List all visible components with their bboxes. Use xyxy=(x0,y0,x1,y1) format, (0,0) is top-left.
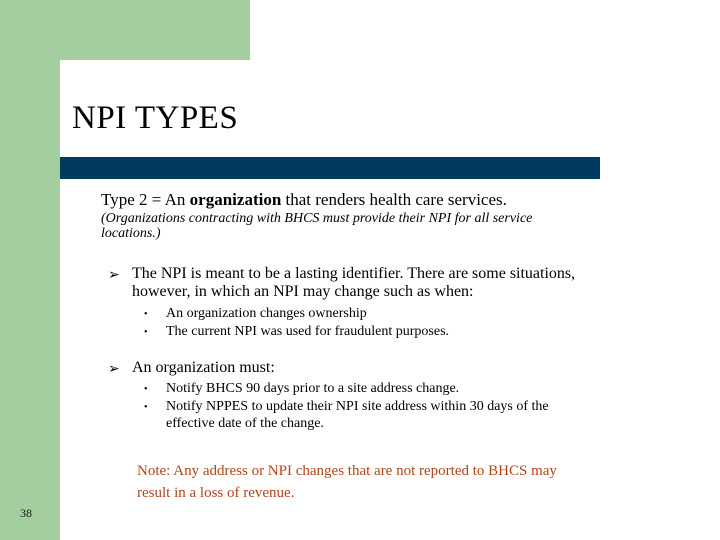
slide-number: 38 xyxy=(20,506,32,520)
warning-line1: Note: Any address or NPI changes that are not reported to BHCS may xyxy=(137,463,557,479)
bullet-1-line1: The NPI is meant to be a lasting identifier. There are some situations, xyxy=(132,265,576,282)
intro-italic-note-line1: (Organizations contracting with BHCS must provide their NPI for all service xyxy=(101,211,533,226)
intro-emphasis: organization xyxy=(189,190,282,209)
title-underline-bar xyxy=(60,157,600,179)
intro-line xyxy=(101,190,507,210)
intro-prefix: Type 2 = An xyxy=(101,190,190,209)
bullet-2-sub-1: Notify BHCS 90 days prior to a site address change. xyxy=(166,381,460,396)
bullet-1-sub-2: The current NPI was used for fraudulent purposes. xyxy=(166,324,450,339)
intro-italic-note-line2: locations.) xyxy=(101,226,161,241)
bullet-1-line2: however, in which an NPI may change such as when: xyxy=(132,283,474,300)
bullet-1-text xyxy=(132,265,692,301)
bullet-2-sub-2 xyxy=(166,398,686,432)
arrow-bullet-icon: ➢ xyxy=(108,362,120,377)
decor-green-left-band xyxy=(0,0,60,540)
intro-suffix: that renders health care services. xyxy=(281,190,507,209)
dot-bullet-icon: • xyxy=(144,402,148,413)
dot-bullet-icon: • xyxy=(144,327,148,338)
dot-bullet-icon: • xyxy=(144,384,148,395)
arrow-bullet-icon: ➢ xyxy=(108,268,120,283)
intro-italic-note xyxy=(101,211,621,241)
dot-bullet-icon: • xyxy=(144,309,148,320)
bullet-2-text: An organization must: xyxy=(132,359,275,376)
revenue-warning-note xyxy=(137,460,677,504)
bullet-2-sub-2-line1: Notify NPPES to update their NPI site address within 30 days of the xyxy=(166,399,549,414)
warning-line2: result in a loss of revenue. xyxy=(137,485,295,501)
bullet-1-sub-1: An organization changes ownership xyxy=(166,306,367,321)
page-title: NPI TYPES xyxy=(72,100,239,136)
bullet-2-sub-2-line2: effective date of the change. xyxy=(166,416,324,431)
